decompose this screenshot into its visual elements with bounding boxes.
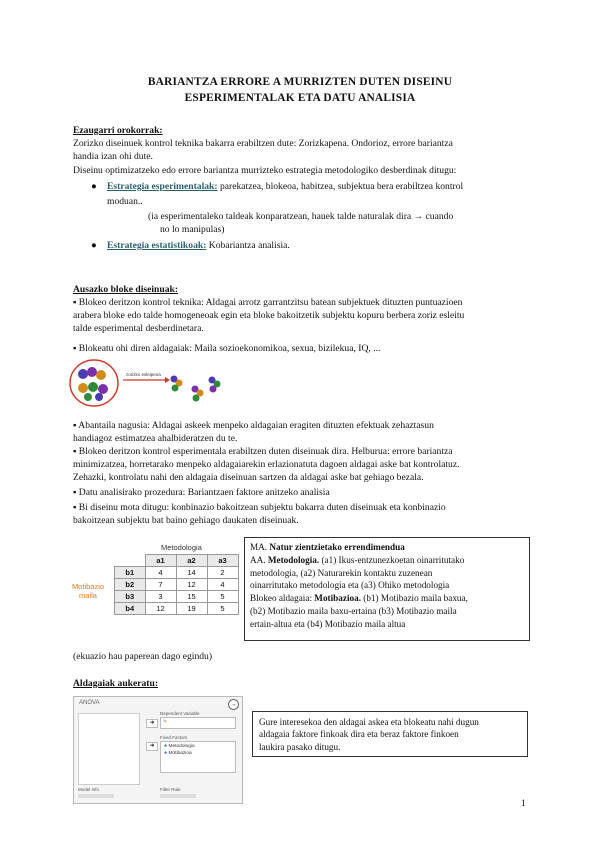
move-fixed-button[interactable]: ➜ [146, 742, 158, 751]
dependent-variable-field[interactable] [160, 717, 236, 729]
anova-window [73, 696, 243, 804]
paragraph-line: ▪ Blokeatu ohi diren aldagaiak: Maila sozioekonomikoa, sexua, bizilekua, IQ, ... [73, 343, 381, 354]
box-line: oinarritutako metodologia eta (a3) Ohiko metodologia [250, 580, 450, 591]
paragraph-line: ▪ Bi diseinu mota ditugu: konbinazio bakoitzean subjektu bakarra duten diseinuak eta konbinazio [73, 502, 446, 513]
section-heading-ezaugarri: Ezaugarri orokorrak: [73, 125, 163, 136]
group-1-icon [171, 376, 183, 392]
arrow-right-icon[interactable]: → [230, 701, 237, 708]
row-header: b4 [115, 603, 146, 615]
table-cell: 19 [176, 603, 207, 615]
fixed-factors-label: Fixed Factors [160, 735, 188, 740]
fixed-factor-item[interactable]: ♣ Metodologia [164, 744, 195, 749]
page-number: 1 [521, 798, 526, 809]
paragraph-line: Zorizko diseinuek kontrol teknika bakarra erabiltzen dute: Zorizkapena. Ondorioz, errore bariantza [73, 138, 453, 149]
box-line: metodologia, (a2) Naturarekin kontaktu zuzenean [250, 567, 433, 578]
filter-rule-label: Filter Rule [160, 787, 181, 792]
table-cell: 12 [176, 579, 207, 591]
paragraph-line: Diseinu optimizatzeko edo errore bariantza murrizteko estrategia metodologiko desberdinak ditugu: [73, 165, 457, 176]
list-item-cont: moduan.. [107, 196, 143, 207]
box-line: (b2) Motibazio maila baxu-ertaina (b3) Motibazio maila [250, 605, 457, 616]
list-item-sub: (ia esperimentaleko taldeak konparatzean, hauek talde naturalak dira → cuando [148, 211, 454, 222]
paragraph-line: ▪ Blokeo deritzon kontrol esperimentala erabiltzen duten diseinuak dira. Helburua: errore bariantza [73, 446, 453, 457]
paragraph-line: ▪ Datu analisirako prozedura: Bariantzaen faktore anitzeko analisia [73, 487, 330, 498]
col-header: a3 [207, 555, 238, 567]
data-table [114, 554, 239, 615]
page-title-line1: BARIANTZA ERRORE A MURRIZTEN DUTEN DISEINU [147, 76, 453, 88]
table-cell: 14 [176, 567, 207, 579]
paragraph-line: handia izan ohi dute. [73, 151, 153, 162]
table-row [115, 591, 239, 603]
table-cell: 5 [207, 591, 238, 603]
paragraph-line: arabera bloke edo talde homogeneoak egin eta bloke bakoitzetik subjektu kopuru berbera zoriz esleitu [73, 310, 465, 321]
arrow-label: zorizko esleipena [126, 372, 161, 377]
table-cell: 7 [145, 579, 176, 591]
col-header: a2 [176, 555, 207, 567]
bullet-icon: ● [91, 240, 97, 251]
paragraph-line: Zehazki, kontrolatu nahi den aldagaia diseinuan sartzen da aldagai aske bat gehiago bezala. [73, 472, 424, 483]
row-header: b1 [115, 567, 146, 579]
independent-variable-title: Metodologia. [267, 554, 320, 565]
strategy-label: Estrategia esperimentalak: [107, 181, 218, 192]
row-header: b3 [115, 591, 146, 603]
paragraph-line: minimizatzea, horretarako menpeko aldagaiarekin erlazionatuta dagoen aldagai aske bat kontrolatuz. [73, 459, 460, 470]
box-line: laukira pasako ditugu. [259, 741, 341, 752]
table-row-label: Motibazio maila [71, 582, 105, 600]
move-dependent-button[interactable]: ➜ [146, 719, 158, 728]
table-cell: 4 [145, 567, 176, 579]
box-line: ertain-altua eta (b4) Motibazio maila altua [250, 618, 406, 629]
section-heading-aldagaiak: Aldagaiak aukeratu: [73, 678, 159, 689]
table-cell: 4 [207, 579, 238, 591]
paragraph-line: talde esperimental desberdinetara. [73, 323, 204, 334]
group-3-icon [209, 377, 221, 393]
table-row [115, 603, 239, 615]
ruler-icon: ✎ [163, 719, 168, 725]
table-cell: 3 [145, 591, 176, 603]
page-title-line2: ESPERIMENTALAK ETA DATU ANALISIA [184, 92, 416, 104]
nominal-variable-icon: ♣ [164, 744, 168, 749]
equation-note: (ekuazio hau paperean dago egindu) [73, 651, 213, 662]
filter-rule-option[interactable] [160, 794, 196, 798]
dependent-variable-line: MA. Natur zientzietako errendimendua [250, 542, 405, 552]
paragraph-line: handiagoz estimatzea ahalbideratzen du te. [73, 433, 238, 444]
paragraph-line: bakoitzean subjektu bat baino gehiago daukaten diseinuak. [73, 515, 299, 526]
fixed-factor-item[interactable]: ♣ Motibazioa [164, 751, 192, 756]
list-item-sub: no lo manipulas) [160, 224, 225, 235]
row-header: b2 [115, 579, 146, 591]
table-title: Metodologia [161, 543, 202, 552]
table-row [115, 579, 239, 591]
block-variable-title: Motibazioa. [314, 593, 361, 604]
table-row [115, 567, 239, 579]
strategy-text: Kobariantza analisia. [206, 240, 290, 251]
col-header: a1 [145, 555, 176, 567]
explanation-box [252, 711, 528, 757]
table-cell: 15 [176, 591, 207, 603]
group-2-icon [192, 386, 204, 402]
variables-description-box [244, 537, 530, 641]
random-assignment-figure [68, 358, 288, 410]
table-header-row [115, 555, 239, 567]
list-item-strategy-statistical [107, 239, 290, 252]
bullet-icon: ● [91, 181, 97, 192]
list-item-strategy-experimental [107, 180, 532, 193]
anova-window-title: ANOVA [79, 700, 100, 706]
box-line: aldagaia faktore finkoak dira eta beraz faktore finkoen [259, 729, 459, 740]
dependent-variable-label: Dependent Variable [160, 711, 200, 716]
independent-variable-line: AA. Metodologia. (a1) Ikus-entzunezkoetan oinarritutako [250, 554, 465, 565]
strategy-text: parekatzea, blokeoa, habitzea, subjektua bera erabiltzea kontrol [217, 181, 464, 192]
section-heading-ausazko: Ausazko bloke diseinuak: [73, 284, 179, 295]
table-cell: 12 [145, 603, 176, 615]
variables-list[interactable] [78, 713, 140, 785]
block-variable-line: Blokeo aldagaia: Motibazioa. (b1) Motibazio maila baxua, [250, 593, 468, 604]
paragraph-line: ▪ Abantaila nagusia: Aldagai askeek menpeko aldagaian eragiten dituzten efektuak zehaztasun [73, 420, 434, 431]
fixed-factors-field[interactable] [160, 741, 236, 773]
dependent-variable-title: Natur zientzietako errendimendua [269, 542, 405, 552]
table-cell: 2 [207, 567, 238, 579]
paragraph-line: ▪ Blokeo deritzon kontrol teknika: Aldagai arrotz garrantzitsu batean subjektuek dituzten puntuazioen [73, 297, 463, 308]
strategy-label: Estrategia estatistikoak: [107, 240, 207, 251]
nominal-variable-icon: ♣ [164, 751, 168, 756]
model-info-option[interactable] [78, 794, 114, 798]
box-line: Gure interesekoa den aldagai askea eta blokeatu nahi dugun [259, 717, 479, 727]
model-info-label: Model Info [78, 787, 100, 792]
table-cell: 5 [207, 603, 238, 615]
